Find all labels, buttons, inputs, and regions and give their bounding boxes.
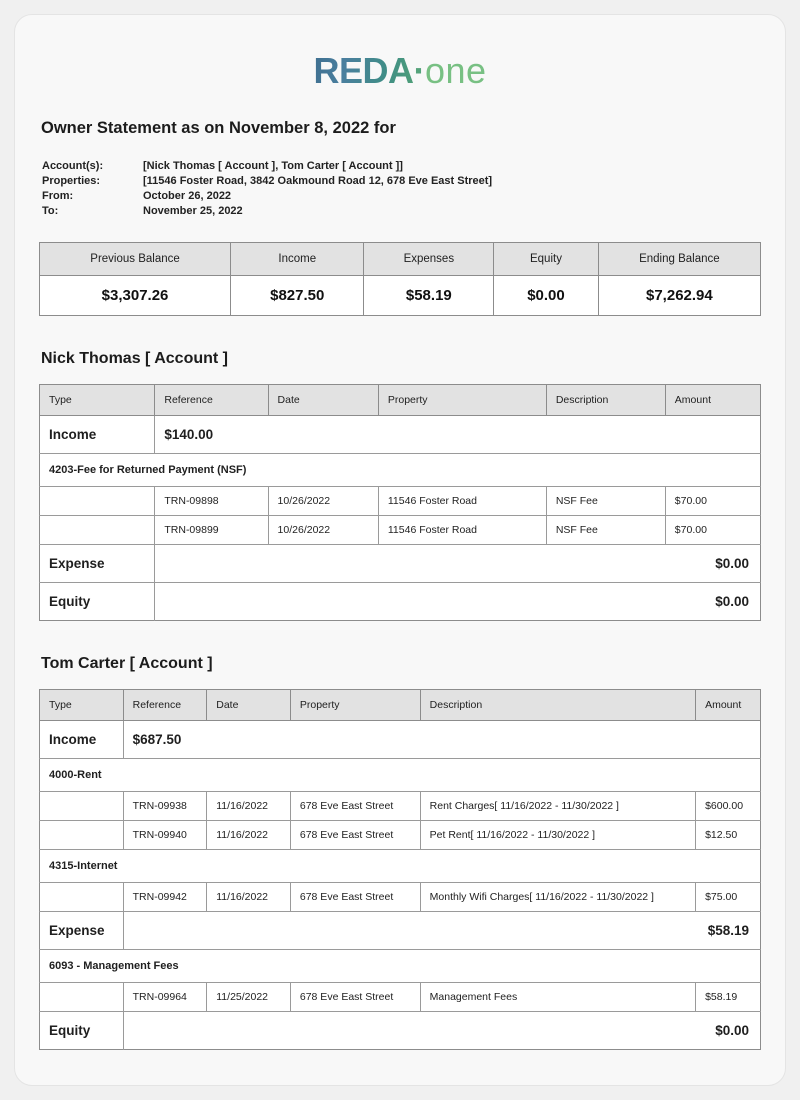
statement-meta [39, 158, 492, 218]
meta-value-to: November 25, 2022 [143, 204, 243, 217]
table-row [40, 516, 761, 545]
cell-description: Management Fees [420, 983, 695, 1012]
cell-property: 11546 Foster Road [378, 516, 546, 545]
table-row [40, 821, 761, 850]
summary-value-equity: $0.00 [494, 276, 599, 316]
meta-row-properties [39, 173, 492, 188]
expense-summary-row [40, 912, 761, 950]
logo-reda-text: REDA [313, 50, 414, 91]
meta-label-accounts: Account(s): [42, 159, 104, 172]
category-row [40, 759, 761, 792]
column-header-type: Type [40, 690, 124, 721]
cell-amount: $70.00 [665, 516, 760, 545]
meta-row-to [39, 203, 492, 218]
column-header-amount: Amount [696, 690, 761, 721]
expense-summary-row [40, 545, 761, 583]
meta-label-to: To: [42, 204, 59, 217]
logo-one-text: one [424, 50, 487, 91]
account-header-row [40, 385, 761, 416]
expense-total: $58.19 [123, 912, 760, 950]
expense-total: $0.00 [155, 545, 761, 583]
table-row [40, 883, 761, 912]
cell-type [40, 883, 124, 912]
table-row [40, 792, 761, 821]
summary-header-income: Income [231, 243, 364, 276]
equity-label: Equity [40, 583, 155, 621]
category-label-rent: 4000-Rent [40, 759, 761, 792]
income-label: Income [40, 416, 155, 454]
cell-reference: TRN-09938 [123, 792, 207, 821]
summary-value-row [40, 276, 761, 316]
account-title-tom-carter: Tom Carter [ Account ] [41, 655, 213, 672]
cell-date: 11/25/2022 [207, 983, 291, 1012]
summary-header-equity: Equity [494, 243, 599, 276]
summary-table [39, 242, 761, 316]
column-header-amount: Amount [665, 385, 760, 416]
account-header-row [40, 690, 761, 721]
cell-reference: TRN-09899 [155, 516, 268, 545]
cell-reference: TRN-09898 [155, 487, 268, 516]
brand-logo [39, 15, 761, 119]
cell-amount: $75.00 [696, 883, 761, 912]
logo-text [313, 50, 487, 91]
logo-dot-icon: · [413, 50, 425, 91]
summary-value-ending-balance: $7,262.94 [598, 276, 760, 316]
income-total: $687.50 [123, 721, 760, 759]
summary-header-row [40, 243, 761, 276]
cell-reference: TRN-09940 [123, 821, 207, 850]
summary-value-income: $827.50 [231, 276, 364, 316]
cell-date: 11/16/2022 [207, 883, 291, 912]
cell-property: 678 Eve East Street [290, 883, 420, 912]
income-summary-row [40, 416, 761, 454]
cell-type [40, 821, 124, 850]
meta-value-accounts: [Nick Thomas [ Account ], Tom Carter [ Account ]] [143, 159, 403, 172]
cell-property: 11546 Foster Road [378, 487, 546, 516]
meta-label-properties: Properties: [42, 174, 101, 187]
category-label-internet: 4315-Internet [40, 850, 761, 883]
column-header-date: Date [268, 385, 378, 416]
cell-date: 10/26/2022 [268, 516, 378, 545]
cell-description: Pet Rent[ 11/16/2022 - 11/30/2022 ] [420, 821, 695, 850]
account-title-nick-thomas: Nick Thomas [ Account ] [41, 350, 228, 367]
page-title: Owner Statement as on November 8, 2022 for [41, 119, 396, 137]
account-table-tom-carter [39, 689, 761, 1050]
meta-row-from [39, 188, 492, 203]
summary-value-previous-balance: $3,307.26 [40, 276, 231, 316]
column-header-reference: Reference [123, 690, 207, 721]
summary-header-previous-balance: Previous Balance [40, 243, 231, 276]
column-header-type: Type [40, 385, 155, 416]
cell-property: 678 Eve East Street [290, 821, 420, 850]
cell-amount: $600.00 [696, 792, 761, 821]
statement-page-card [14, 14, 786, 1086]
category-row [40, 454, 761, 487]
column-header-reference: Reference [155, 385, 268, 416]
column-header-description: Description [420, 690, 695, 721]
table-row [40, 487, 761, 516]
cell-type [40, 487, 155, 516]
cell-description: NSF Fee [546, 516, 665, 545]
equity-summary-row [40, 583, 761, 621]
column-header-property: Property [290, 690, 420, 721]
income-total: $140.00 [155, 416, 761, 454]
cell-amount: $70.00 [665, 487, 760, 516]
cell-date: 11/16/2022 [207, 821, 291, 850]
cell-type [40, 983, 124, 1012]
equity-label: Equity [40, 1012, 124, 1050]
summary-value-expenses: $58.19 [364, 276, 494, 316]
category-row [40, 850, 761, 883]
category-row [40, 950, 761, 983]
cell-amount: $12.50 [696, 821, 761, 850]
meta-label-from: From: [42, 189, 74, 202]
cell-description: Rent Charges[ 11/16/2022 - 11/30/2022 ] [420, 792, 695, 821]
expense-label: Expense [40, 545, 155, 583]
category-label-nsf-fee: 4203-Fee for Returned Payment (NSF) [40, 454, 761, 487]
meta-row-accounts [39, 158, 492, 173]
equity-total: $0.00 [155, 583, 761, 621]
cell-property: 678 Eve East Street [290, 983, 420, 1012]
meta-value-from: October 26, 2022 [143, 189, 232, 202]
expense-label: Expense [40, 912, 124, 950]
cell-type [40, 792, 124, 821]
cell-reference: TRN-09964 [123, 983, 207, 1012]
cell-date: 11/16/2022 [207, 792, 291, 821]
table-row [40, 983, 761, 1012]
cell-property: 678 Eve East Street [290, 792, 420, 821]
summary-header-ending-balance: Ending Balance [598, 243, 760, 276]
income-summary-row [40, 721, 761, 759]
equity-total: $0.00 [123, 1012, 760, 1050]
equity-summary-row [40, 1012, 761, 1050]
category-label-management-fees: 6093 - Management Fees [40, 950, 761, 983]
account-table-nick-thomas [39, 384, 761, 621]
column-header-date: Date [207, 690, 291, 721]
cell-description: NSF Fee [546, 487, 665, 516]
cell-description: Monthly Wifi Charges[ 11/16/2022 - 11/30/2022 ] [420, 883, 695, 912]
column-header-property: Property [378, 385, 546, 416]
column-header-description: Description [546, 385, 665, 416]
cell-type [40, 516, 155, 545]
cell-reference: TRN-09942 [123, 883, 207, 912]
meta-value-properties: [11546 Foster Road, 3842 Oakmound Road 12, 678 Eve East Street] [143, 174, 493, 187]
cell-date: 10/26/2022 [268, 487, 378, 516]
cell-amount: $58.19 [696, 983, 761, 1012]
summary-header-expenses: Expenses [364, 243, 494, 276]
income-label: Income [40, 721, 124, 759]
